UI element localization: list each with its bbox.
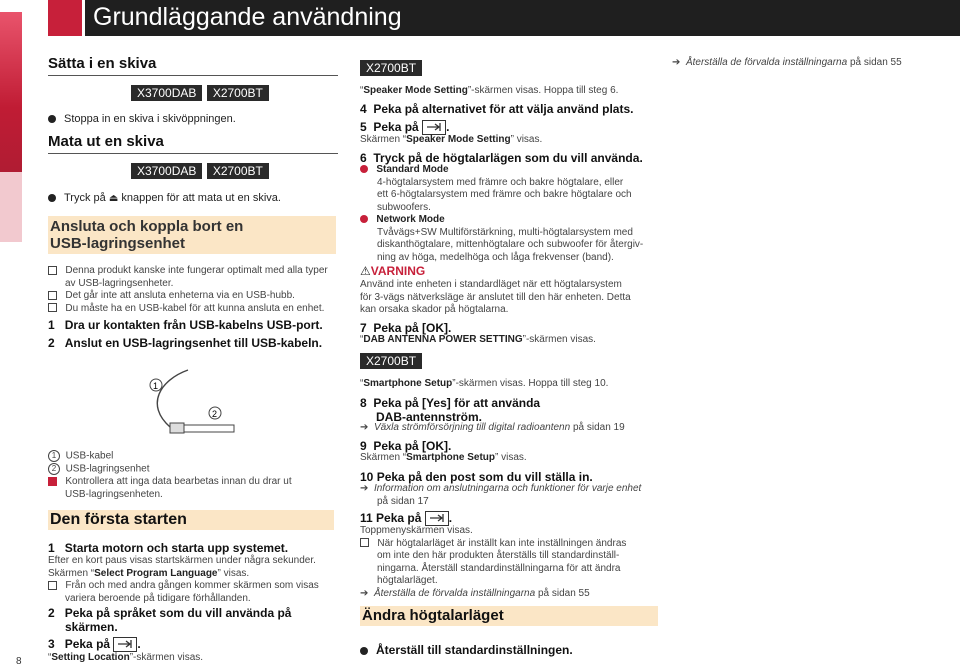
section-heading-eject (48, 133, 338, 154)
arrow-icon: ➔ (360, 483, 369, 494)
page-title: Grundläggande användning (93, 3, 402, 31)
step-detail: Efter en kort paus visas startskärmen under några sekunder. Skärmen “Select Program Language” visas. Från och med andra gången kommer skärmen som visas variera beroende på tidigare förhållanden. (48, 555, 319, 604)
warning-text: Använd inte enheten i standardläget när ett högtalarsystem för 3-vägs nätverksläge är anslutet till den här enheten. Detta kan orsaka skador på högtalarna. (360, 279, 631, 315)
bullet-item: Stoppa in en skiva i skivöppningen. (48, 113, 236, 126)
note-item: Det går inte att ansluta enheterna via en USB-hubb. (48, 290, 338, 303)
step-detail: “Smartphone Setup”-skärmen visas. Hoppa till steg 10. (360, 378, 609, 389)
page-number: 8 (16, 656, 22, 667)
arrow-icon: ➔ (672, 57, 681, 68)
section-heading-first-start (48, 510, 334, 530)
step-item: 6 Tryck på de högtalarlägen som du vill använda. (360, 151, 643, 165)
legend-item: 2 USB-lagringsenhet (48, 463, 338, 476)
legend (48, 450, 338, 501)
section-title: Ändra högtalarläget (362, 607, 504, 624)
section-title: USB-lagringsenhet (50, 235, 186, 252)
bullet-icon (360, 647, 368, 655)
step-item: 3 Peka på . (48, 637, 141, 651)
note-icon (48, 303, 57, 312)
note-icon (48, 266, 57, 275)
cross-reference[interactable]: ➔ Växla strömförsörjning till digital radioantenn på sidan 19 (360, 422, 625, 433)
section-title: Ansluta och koppla bort en (50, 218, 244, 235)
step-detail: “Speaker Mode Setting”-skärmen visas. Hoppa till steg 6. (360, 85, 619, 96)
step-detail: Toppmenyskärmen visas. När högtalarläget är inställt kan inte inställningen ändras om inte den här produkten återställs till standardinställ- ningarna. Återställ standardinställningarna för att ändra högtalarläget. ➔ Återställa de förvalda inställningarna på sidan 55 (360, 525, 660, 600)
bullet-icon (360, 215, 368, 223)
legend-item: 1 USB-kabel (48, 450, 338, 463)
note-icon (48, 581, 57, 590)
section-title: Den första starten (50, 511, 187, 528)
bullet-icon (360, 165, 368, 173)
header-accent (48, 0, 82, 36)
bullet-item: Återställ till standardinställningen. (360, 643, 573, 657)
enter-icon (113, 637, 137, 652)
bullet-item: Tryck på ⏏ knappen för att mata ut en skiva. (48, 192, 281, 206)
step-item: 1 Starta motorn och starta upp systemet. (48, 541, 289, 555)
step-item: 1 Dra ur kontakten från USB-kabelns USB-port. (48, 318, 323, 332)
step-item: 5 Peka på . (360, 120, 450, 134)
usb-illustration (140, 365, 250, 445)
section-heading-insert (48, 55, 338, 76)
model-tag: X2700BT (360, 59, 422, 77)
legend-item: USB-lagringsenheten. (65, 488, 163, 500)
section-title: Mata ut en skiva (48, 133, 164, 150)
legend-item: Kontrollera att inga data bearbetas innan du drar ut (48, 476, 338, 489)
side-tab (0, 12, 22, 172)
step-detail: “Setting Location”-skärmen visas. (48, 652, 204, 663)
cross-reference[interactable]: ➔ Information om anslutningarna och funktioner för varje enhet på sidan 17 (360, 483, 642, 507)
note-item: av USB-lagringsenheter. (65, 277, 174, 289)
notes-list (48, 265, 338, 315)
mode-list: Standard Mode 4-högtalarsystem med främre och bakre högtalare, eller ett 6-högtalarsystem med främre och bakre högtalare och subwoofers. Network Mode Tvåvägs+SW Multiförstärkning, multi-högtalarsystem med diskanthögtalare, mittenhögtalare och subwoofer för återgiv- ning av höga, medelhöga och låga frekvenser (band). (360, 164, 660, 264)
model-tag: X2700BT (207, 85, 269, 101)
step-item: 2 Anslut en USB-lagringsenhet till USB-kabeln. (48, 336, 323, 350)
model-tags (131, 162, 269, 180)
section-heading-change-speaker (360, 606, 658, 626)
step-item: 11 Peka på . (360, 511, 453, 525)
step-item: 7 Peka på [OK]. (360, 321, 452, 335)
note-icon (360, 538, 369, 547)
svg-text:1: 1 (153, 381, 159, 391)
step-detail: “DAB ANTENNA POWER SETTING”-skärmen visas. (360, 334, 596, 345)
arrow-icon: ➔ (360, 422, 369, 433)
svg-text:2: 2 (212, 409, 218, 419)
model-tag: X2700BT (360, 352, 422, 370)
section-heading-usb (48, 216, 336, 254)
note-item: Du måste ha en USB-kabel för att kunna ansluta en enhet. (48, 303, 338, 316)
step-item: 8 Peka på [Yes] för att använda DAB-antennström. (360, 396, 541, 424)
model-tag: X3700DAB (131, 85, 202, 101)
step-detail: Skärmen “Speaker Mode Setting” visas. (360, 134, 543, 145)
eject-icon: ⏏ (108, 193, 119, 204)
note-icon (48, 291, 57, 300)
warning-heading: ⚠VARNING (360, 264, 426, 278)
step-detail: Skärmen “Smartphone Setup” visas. (360, 452, 527, 463)
bullet-icon (48, 115, 56, 123)
model-tags (131, 84, 269, 102)
step-item: 2 Peka på språket som du vill använda på skärmen. (48, 606, 292, 634)
cross-reference[interactable]: ➔ Återställa de förvalda inställningarna på sidan 55 (672, 57, 902, 68)
model-tag: X3700DAB (131, 163, 202, 179)
side-tab-lower (0, 172, 22, 242)
note-item: Denna produkt kanske inte fungerar optimalt med alla typer (48, 265, 338, 278)
section-title: Sätta i en skiva (48, 55, 157, 72)
warning-icon: ⚠ (360, 264, 371, 278)
step-item: 4 Peka på alternativet för att välja använd plats. (360, 102, 634, 116)
arrow-icon: ➔ (360, 587, 369, 599)
caution-icon (48, 477, 57, 486)
step-item: 9 Peka på [OK]. (360, 439, 452, 453)
cross-reference[interactable]: ➔ Återställa de förvalda inställningarna på sidan 55 (360, 587, 590, 599)
bullet-icon (48, 194, 56, 202)
step-item: 10 Peka på den post som du vill ställa in. (360, 470, 593, 484)
model-tag: X2700BT (207, 163, 269, 179)
